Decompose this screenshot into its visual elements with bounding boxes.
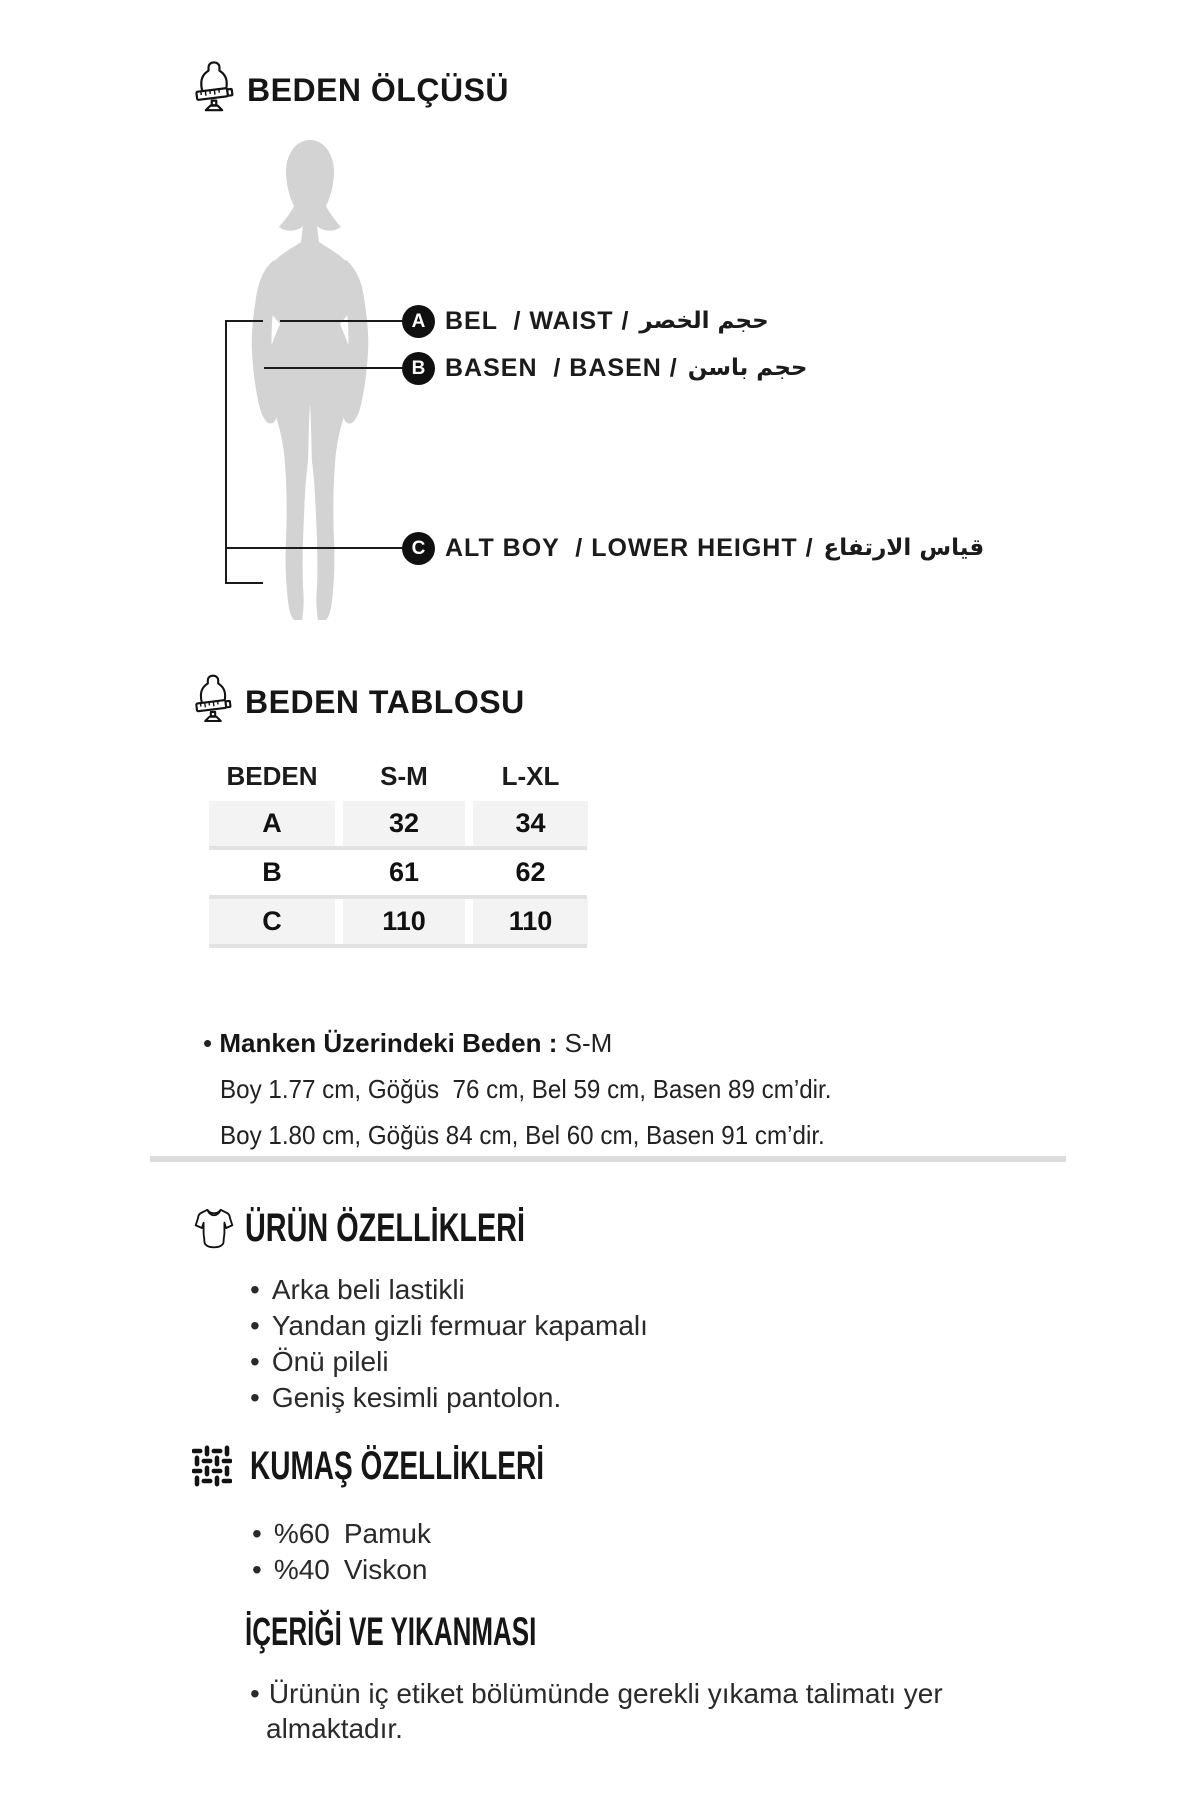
section-title: BEDEN TABLOSU xyxy=(245,683,525,720)
column-header: BEDEN xyxy=(226,761,318,791)
fabric-weave-icon xyxy=(192,1444,232,1493)
hip-measure-line xyxy=(264,367,418,369)
section-title: KUMAŞ ÖZELLİKLERİ xyxy=(250,1444,544,1488)
table-row xyxy=(209,850,587,899)
table-cell: 110 xyxy=(343,899,465,944)
product-features-list xyxy=(250,1272,648,1416)
measure-label-arabic: قياس الارتفاع xyxy=(823,535,985,561)
model-measure-line: Boy 1.77 cm, Göğüs 76 cm, Bel 59 cm, Basen 89 cm’dir. xyxy=(220,1074,832,1104)
model-measure-line: Boy 1.80 cm, Göğüs 84 cm, Bel 60 cm, Basen 91 cm’dir. xyxy=(220,1120,825,1150)
table-cell: C xyxy=(209,899,335,944)
size-table-header-row xyxy=(209,752,587,801)
care-text: • Ürünün iç etiket bölümünde gerekli yıkama talimatı yer almaktadır. xyxy=(250,1676,950,1746)
bracket-tick-bottom xyxy=(225,582,263,584)
badge-letter: C xyxy=(411,537,426,559)
section-title: BEDEN ÖLÇÜSÜ xyxy=(247,71,510,108)
section-divider xyxy=(150,1156,1066,1162)
measure-label-arabic: حجم باسن xyxy=(687,355,808,381)
fabric-percentage: %40 xyxy=(273,1554,330,1585)
badge-b xyxy=(402,352,435,385)
measure-label-arabic: حجم الخصر xyxy=(639,308,769,334)
list-item xyxy=(252,1516,431,1552)
measure-label-lower-height xyxy=(445,531,984,565)
list-item xyxy=(252,1552,431,1588)
fabric-features-list xyxy=(252,1516,431,1588)
list-item: • Önü pileli xyxy=(250,1344,648,1380)
lower-height-measure-line xyxy=(225,547,418,549)
table-cell: A xyxy=(209,801,335,846)
fabric-name: Viskon xyxy=(343,1554,428,1585)
table-cell: 62 xyxy=(473,850,588,895)
waist-measure-line xyxy=(280,320,418,322)
badge-c xyxy=(402,532,435,565)
care-heading xyxy=(245,1610,693,1654)
list-item: • Yandan gizli fermuar kapamalı xyxy=(250,1308,648,1344)
measure-label-latin: BEL / WAIST / xyxy=(445,306,630,335)
column-header: S-M xyxy=(380,761,428,791)
product-features-heading xyxy=(245,1206,634,1250)
table-cell: 32 xyxy=(343,801,465,846)
measure-label-waist xyxy=(445,304,769,338)
fabric-features-heading xyxy=(250,1444,670,1488)
tshirt-icon xyxy=(194,1206,234,1257)
care-instructions xyxy=(250,1676,950,1746)
female-body-silhouette xyxy=(230,132,390,632)
model-size-info xyxy=(203,1020,878,1158)
badge-letter: A xyxy=(411,310,426,332)
model-size-line: • Manken Üzerindeki Beden : S-M xyxy=(203,1028,613,1058)
model-size-value: S-M xyxy=(557,1028,613,1058)
mannequin-icon xyxy=(194,672,232,731)
table-row xyxy=(209,899,587,948)
table-cell: 61 xyxy=(343,850,465,895)
table-cell: 34 xyxy=(473,801,588,846)
table-cell: B xyxy=(209,850,335,895)
bracket-tick-top xyxy=(225,320,263,322)
mannequin-icon xyxy=(194,58,234,121)
list-item: • Arka beli lastikli xyxy=(250,1272,648,1308)
measure-label-latin: ALT BOY / LOWER HEIGHT / xyxy=(445,533,814,562)
size-table-heading xyxy=(194,672,525,731)
fabric-name: Pamuk xyxy=(343,1518,432,1549)
badge-letter: B xyxy=(411,357,426,379)
measure-label-latin: BASEN / BASEN / xyxy=(445,353,678,382)
height-bracket-line xyxy=(225,321,227,584)
measure-label-hip xyxy=(445,351,808,385)
section-title: ÜRÜN ÖZELLİKLERİ xyxy=(245,1206,525,1250)
fabric-percentage: %60 xyxy=(273,1518,330,1549)
list-item: • Geniş kesimli pantolon. xyxy=(250,1380,648,1416)
section-title: İÇERİĞİ VE YIKANMASI xyxy=(245,1610,537,1654)
badge-a xyxy=(402,305,435,338)
table-row xyxy=(209,801,587,850)
size-table xyxy=(209,752,587,948)
size-measure-heading xyxy=(194,58,509,121)
column-header: L-XL xyxy=(501,761,560,791)
table-cell: 110 xyxy=(473,899,588,944)
model-size-label: Manken Üzerindeki Beden : xyxy=(219,1028,558,1058)
